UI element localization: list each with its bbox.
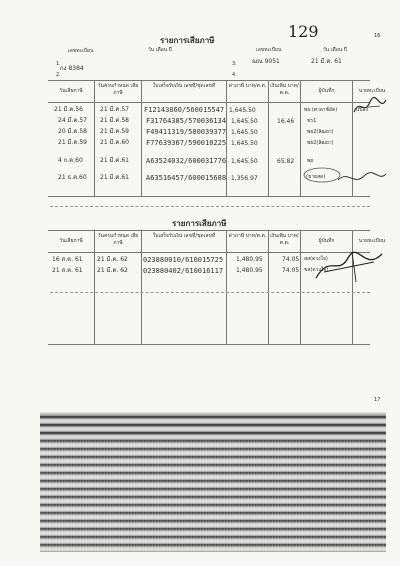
row-num-4: 4.	[232, 72, 237, 78]
t1-header-tax: ค่าภาษี บาท/ต.ต.	[228, 83, 267, 89]
table2-bottom-border	[48, 344, 370, 345]
signature-scribble	[350, 94, 390, 118]
t1-tax: 1,645.50	[231, 140, 258, 147]
t1-due: 21 มี.ค.61	[100, 157, 129, 164]
stamp-mark	[302, 166, 342, 184]
t1-due: 21 มี.ค.58	[100, 117, 129, 124]
t2-header-due: วันครบกำหนด เสียภาษี	[97, 233, 139, 246]
t2-header-tax: ค่าภาษี บาท/ต.ต.	[228, 233, 267, 239]
table1-col-divider	[226, 80, 227, 196]
t1-registrar: แปลง	[356, 107, 368, 113]
t1-recorder: (ขายสด)	[306, 174, 326, 180]
t1-recorder: พย2(ลิฒยา)	[307, 129, 334, 135]
table1-col-divider	[268, 80, 269, 196]
t1-paid: 21 ธ.ค.60	[58, 174, 87, 181]
reg-no-label-2: เลขทะเบียน	[256, 47, 282, 53]
t1-receipt: A63524032/600031776	[146, 157, 227, 165]
faint-line	[50, 206, 370, 207]
table1-col-divider	[300, 80, 301, 196]
top-title: รายการเสียภาษี	[160, 36, 215, 45]
reg-date-label-1: วัน เดือน ปี	[148, 47, 172, 53]
table2-title: รายการเสียภาษี	[172, 219, 227, 228]
t1-header-extra: เงินเพิ่ม บาท/ต.ต.	[270, 83, 299, 96]
t1-receipt: F49411319/580039377	[146, 128, 227, 136]
page-footer-number: 17	[374, 397, 381, 403]
t1-tax: 1,356.97	[231, 175, 258, 182]
plate-2-date: 21 มี.ค. 61	[311, 58, 342, 65]
table2-top-border	[48, 230, 370, 231]
t1-recorder: พย	[307, 158, 314, 164]
t2-paid: 21 ส.ค. 61	[52, 267, 83, 274]
reg-no-label-1: เลขทะเบียน	[68, 48, 94, 54]
row-num-1: 1.	[56, 61, 61, 67]
t1-extra: 16.46	[277, 118, 295, 125]
table2-col-divider	[226, 230, 227, 344]
t1-recorder: พย2(ลิฒยา)	[307, 140, 334, 146]
page-corner-number: 16	[374, 33, 381, 39]
t1-extra: 65.82	[277, 158, 295, 165]
t1-tax: 1,645.50	[231, 129, 258, 136]
table2-col-divider	[94, 230, 95, 344]
t1-receipt: F12143860/560015547	[144, 106, 225, 114]
t1-header-recorder: ผู้บันทึก	[318, 88, 335, 94]
t1-due: 21 มี.ค.59	[100, 128, 129, 135]
table1-bottom-border	[48, 196, 370, 197]
t1-receipt: A63516457/600015688	[146, 174, 227, 182]
t2-header-extra: เงินเพิ่ม บาท/ต.ต.	[270, 233, 299, 246]
table1-col-divider	[94, 80, 95, 196]
table1-col-divider	[141, 80, 142, 196]
table2-col-divider	[300, 230, 301, 344]
t1-tax: 1,645.50	[231, 118, 258, 125]
faint-line	[50, 292, 370, 293]
t2-tax: 1,480.95	[236, 267, 263, 274]
handwritten-number: 129	[288, 22, 319, 41]
t1-paid: 4 ก.ค.60	[58, 157, 83, 164]
t2-due: 21 มี.ค. 62	[97, 256, 128, 263]
t2-due: 21 มี.ค. 62	[97, 267, 128, 274]
t2-header-receipt: ใบเสร็จรับเงิน เลขที่/ชุดเลขที่	[152, 233, 216, 239]
t1-due: 21 มี.ค.57	[100, 106, 129, 113]
t2-header-paid: วันเสียภาษี	[59, 238, 83, 244]
t1-header-due: วันครบกำหนด เสียภาษี	[97, 83, 139, 96]
t2-header-recorder: ผู้บันทึก	[318, 238, 335, 244]
t1-receipt: F31764385/570036134	[146, 117, 227, 125]
t1-paid: 24 มี.ค.57	[58, 117, 87, 124]
t1-recorder: พย (ศาลาซ์อัต)	[304, 107, 338, 113]
t2-paid: 16 ส.ค. 61	[52, 256, 83, 263]
t1-header-receipt: ใบเสร็จรับเงิน เลขที่/ชุดเลขที่	[152, 83, 216, 89]
row-num-3: 3.	[232, 61, 237, 67]
t1-tax: 1,645.50	[231, 158, 258, 165]
signature-scribble	[336, 168, 388, 188]
t1-paid: 21 มี.ค.59	[58, 139, 87, 146]
t1-header-registrar: นายทะเบียน	[358, 88, 386, 94]
t1-paid: 21 มี.ค.56	[54, 106, 83, 113]
t1-recorder: ชร1	[307, 118, 317, 124]
reg-date-label-2: วัน เดือน ปี	[323, 47, 347, 53]
scan-speckle	[40, 440, 386, 552]
table2-col-divider	[268, 230, 269, 344]
t2-recorder: ขส(ดวงใจ)	[304, 267, 329, 273]
t2-recorder: สส(ดวงใจ)	[304, 256, 328, 262]
t2-extra: 74.05	[282, 256, 300, 263]
signature-scribble	[312, 248, 388, 288]
t1-tax: 1,645.50	[229, 107, 256, 114]
t1-due: 21 มี.ค.61	[100, 174, 129, 181]
row-num-2: 2.	[56, 72, 61, 78]
table1-top-border	[48, 80, 370, 81]
t2-receipt: 023880010/610015725	[143, 256, 224, 264]
plate-1: กง 8384	[60, 65, 84, 72]
t1-paid: 20 มี.ค.58	[58, 128, 87, 135]
t1-header-paid: วันเสียภาษี	[59, 88, 83, 94]
t2-extra: 74.05	[282, 267, 300, 274]
t2-header-registrar: นายทะเบียน	[358, 238, 386, 244]
t1-receipt: F77639367/590010225	[146, 139, 227, 147]
t2-receipt: 023880402/610016117	[143, 267, 224, 275]
table1-header-border	[48, 102, 370, 103]
plate-2: ฌณ 9051	[252, 58, 280, 65]
t1-due: 21 มี.ค.60	[100, 139, 129, 146]
t2-tax: 1,480.95	[236, 256, 263, 263]
table2-col-divider	[141, 230, 142, 344]
